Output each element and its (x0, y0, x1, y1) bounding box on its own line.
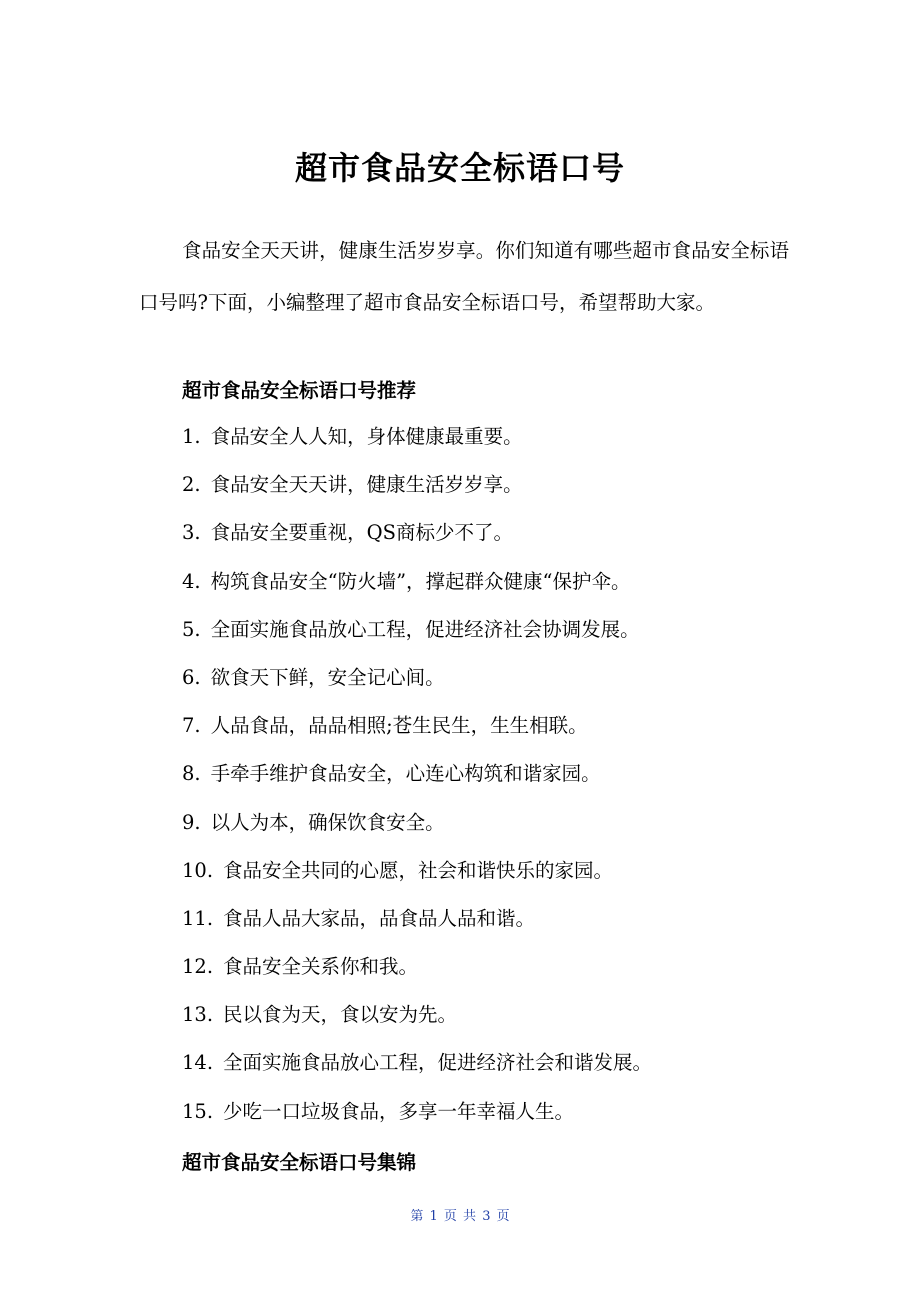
item-number: 10. (182, 858, 214, 882)
list-item (182, 1000, 652, 1048)
item-text: 全面实施食品放心工程，促进经济社会协调发展。 (210, 617, 640, 641)
item-number: 5. (182, 617, 201, 641)
item-number: 11. (182, 906, 214, 930)
list-item (182, 904, 652, 952)
slogan-list (182, 422, 652, 1145)
item-number: 1. (182, 425, 201, 448)
list-item (182, 759, 652, 807)
item-text: 手牵手维护食品安全，心连心构筑和谐家园。 (210, 762, 601, 786)
item-text: 人品食品，品品相照;苍生民生，生生相联。 (210, 714, 588, 738)
item-number: 14. (182, 1051, 214, 1075)
list-item (182, 808, 652, 856)
list-item (182, 615, 652, 663)
section-heading-recommend: 超市食品安全标语口号推荐 (182, 379, 417, 402)
item-number: 2. (182, 473, 201, 497)
list-item (182, 422, 652, 470)
document-title: 超市食品安全标语口号 (294, 149, 625, 187)
page-number-footer: 第 1 页 共 3 页 (410, 1209, 510, 1224)
intro-paragraph: 食品安全天天讲，健康生活岁岁享。你们知道有哪些超市食品安全标语口号吗?下面，小编整理了超市食品安全标语口号，希望帮助大家。 (139, 239, 789, 314)
item-text: 食品安全关系你和我。 (223, 955, 419, 979)
list-item (182, 952, 652, 1000)
item-text: 食品安全人人知，身体健康最重要。 (210, 425, 523, 448)
item-number: 12. (182, 955, 214, 979)
item-number: 4. (182, 569, 201, 593)
item-number: 3. (182, 521, 201, 545)
list-item (182, 856, 652, 904)
item-text: 欲食天下鲜，安全记心间。 (210, 665, 445, 689)
list-item (182, 567, 652, 615)
item-text: 食品安全共同的心愿，社会和谐快乐的家园。 (223, 858, 614, 882)
section-heading-collection: 超市食品安全标语口号集锦 (182, 1151, 417, 1174)
item-text: 食品人品大家品，品食品人品和谐。 (223, 906, 536, 930)
list-item (182, 663, 652, 711)
item-number: 6. (182, 665, 201, 689)
list-item (182, 470, 652, 518)
list-item (182, 518, 652, 566)
item-number: 15. (182, 1099, 214, 1123)
item-number: 7. (182, 714, 201, 738)
item-text: 少吃一口垃圾食品，多享一年幸福人生。 (223, 1099, 575, 1123)
list-item (182, 1097, 652, 1145)
item-text: 以人为本，确保饮食安全。 (210, 810, 445, 834)
list-item (182, 1048, 652, 1096)
item-text: 民以食为天，食以安为先。 (223, 1003, 458, 1027)
item-number: 13. (182, 1003, 214, 1027)
item-number: 8. (182, 762, 201, 786)
item-text: 构筑食品安全“防火墙”，撑起群众健康“保护伞。 (210, 569, 631, 593)
item-text: 食品安全要重视，QS商标少不了。 (210, 521, 513, 545)
item-number: 9. (182, 810, 201, 834)
item-text: 全面实施食品放心工程，促进经济社会和谐发展。 (223, 1051, 653, 1075)
item-text: 食品安全天天讲，健康生活岁岁享。 (210, 473, 523, 497)
list-item (182, 711, 652, 759)
